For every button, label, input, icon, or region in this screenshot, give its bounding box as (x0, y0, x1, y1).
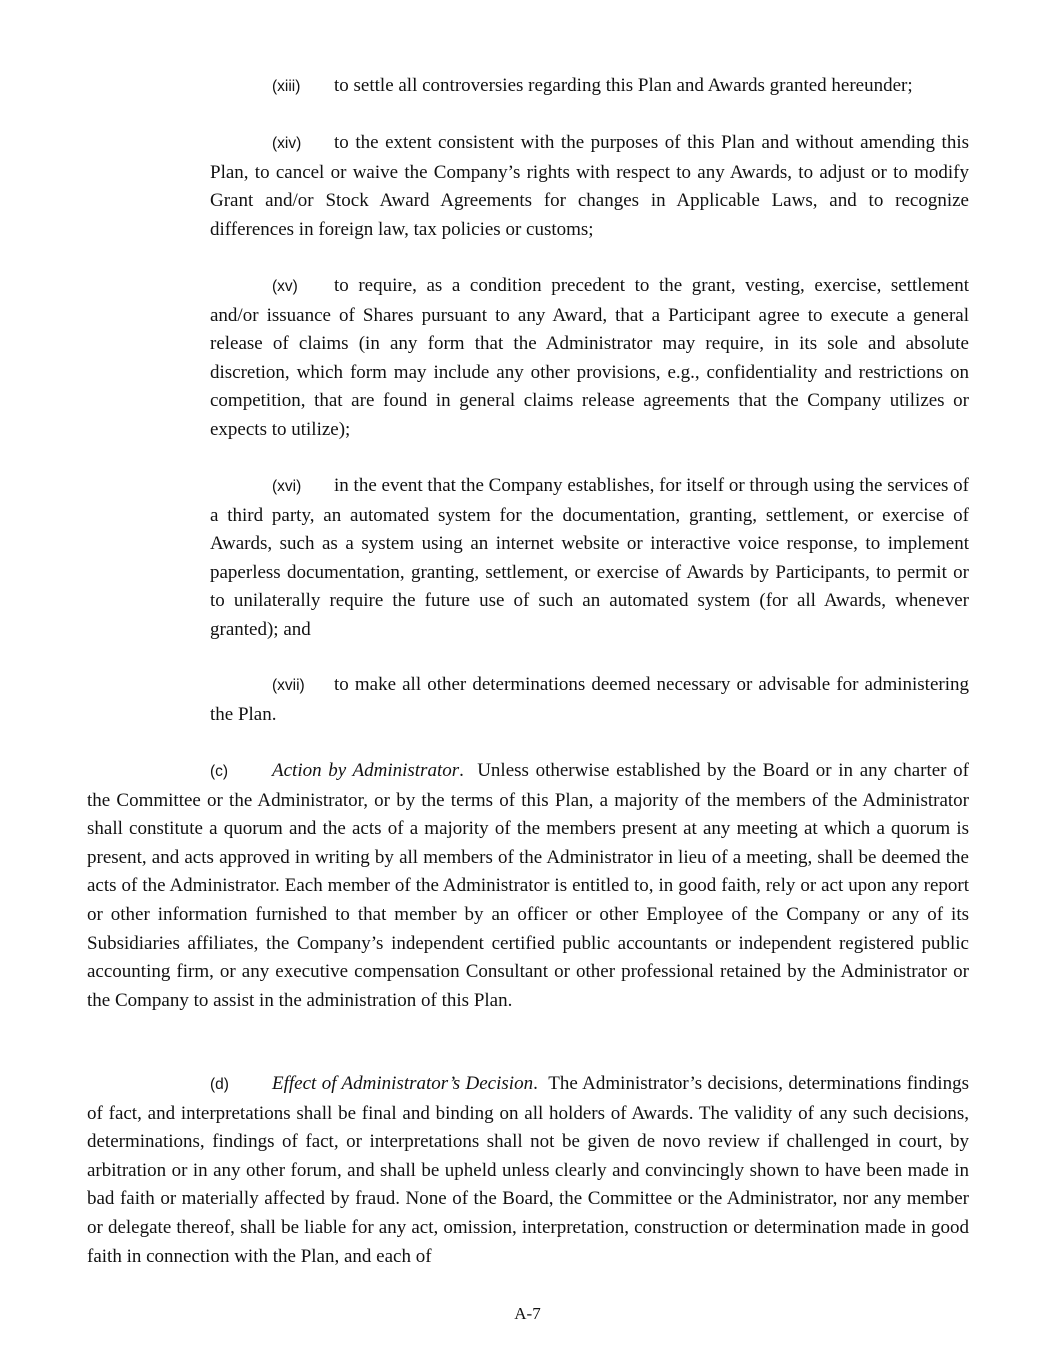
clause-xvi (210, 472, 969, 645)
section-d: (d) Effect of Administrator’s Decision. The Administrator’s decisions, determinations findings of fact, and interpretations shall be final and binding on all holders of Awards. The validity of any such decisions, determinations, findings of fact, or interpretations shall not be given de novo review if challenged in court, by arbitration or in any other forum, and shall be upheld unless clearly and convincingly shown to have been made in bad faith or materially affected by fraud. None of the Board, the Committee or the Administrator, nor any member or delegate thereof, shall be liable for any act, omission, interpretation, construction or determination made in good faith in connection with the Plan, and each of (87, 1073, 969, 1267)
section-c: (c) Action by Administrator. Unless otherwise established by the Board or in any charter of the Committee or the Administrator, or by the terms of this Plan, a majority of the members of the Administrator shall constitute a quorum and the acts of a majority of the members present at any meeting at which a quorum is present, and acts approved in writing by all members of the Administrator in lieu of a meeting, shall be deemed the acts of the Administrator. Each member of the Administrator is entitled to, in good faith, rely or act upon any report or other information furnished to that member by an officer or other Employee of the Company or any of its Subsidiaries affiliates, the Company’s independent certified public accountants or independent registered public accounting firm, or any executive compensation Consultant or other professional retained by the Administrator or the Company to assist in the administration of this Plan. (87, 760, 969, 1011)
clause-text: to settle all controversies regarding this Plan and Awards granted hereunder; (334, 75, 913, 96)
clause-number: (xiii) (272, 78, 301, 95)
clause-number: (xiv) (272, 135, 302, 152)
clause-number: (xv) (272, 278, 298, 295)
page-number: A-7 (514, 1304, 541, 1323)
clause-xv (210, 272, 969, 445)
clause-number: (xvii) (272, 677, 305, 694)
section-number: (c) (210, 763, 229, 780)
clause-xiii (210, 72, 969, 102)
clause-text: to require, as a condition precedent to the grant, vesting, exercise, settlement and/or issuance of Shares pursuant to any Award, that a Participant agree to execute a general release of claims (in any form that the Administrator may require, in its sole and absolute discretion, which form may include any other provisions, e.g., confidentiality and restrictions on competition, that are found in general claims release agreements that the Company utilizes or expects to utilize); (210, 275, 969, 440)
section-heading: Action by Administrator (272, 760, 460, 781)
section-number: (d) (210, 1076, 229, 1093)
clause-number: (xvi) (272, 478, 302, 495)
clause-text: to make all other determinations deemed necessary or advisable for administering the Plan. (210, 674, 969, 725)
clause-xvii (210, 671, 969, 729)
section-text: The Administrator’s decisions, determinations findings of fact, and interpretations shall be final and binding on all holders of Awards. The validity of any such decisions, determinations, findings of fact, or interpretations shall not be given de novo review if challenged in court, by arbitration or in any other forum, and shall be upheld unless clearly and convincingly shown to have been made in bad faith or materially affected by fraud. None of the Board, the Committee or the Administrator, nor any member or delegate thereof, shall be liable for any act, omission, interpretation, construction or determination made in good faith in connection with the Plan, and each of (87, 1073, 969, 1267)
section-heading: Effect of Administrator’s Decision (272, 1073, 534, 1094)
clause-text: to the extent consistent with the purposes of this Plan and without amending this Plan, to cancel or waive the Company’s rights with respect to any Awards, to adjust or to modify Grant and/or Stock Award Agreements for changes in Applicable Laws, and to recognize differences in foreign law, tax policies or customs; (210, 132, 969, 240)
clause-xiv (210, 129, 969, 244)
clause-text: in the event that the Company establishes, for itself or through using the services of a third party, an automated system for the documentation, granting, settlement, or exercise of Awards, such as a system using an internet website or interactive voice response, to implement paperless documentation, granting, settlement, or exercise of Awards by Participants, to permit or to unilaterally require the future use of such an automated system (for all Awards, whenever granted); and (210, 475, 969, 640)
section-text: Unless otherwise established by the Board or in any charter of the Committee or the Administrator, or by the terms of this Plan, a majority of the members of the Administrator shall constitute a quorum and the acts of a majority of the members present at any meeting at which a quorum is present, and acts approved in writing by all members of the Administrator in lieu of a meeting, shall be deemed the acts of the Administrator. Each member of the Administrator is entitled to, in good faith, rely or act upon any report or other information furnished to that member by an officer or other Employee of the Company or any of its Subsidiaries affiliates, the Company’s independent certified public accountants or independent registered public accounting firm, or any executive compensation Consultant or other professional retained by the Administrator or the Company to assist in the administration of this Plan. (87, 760, 969, 1011)
